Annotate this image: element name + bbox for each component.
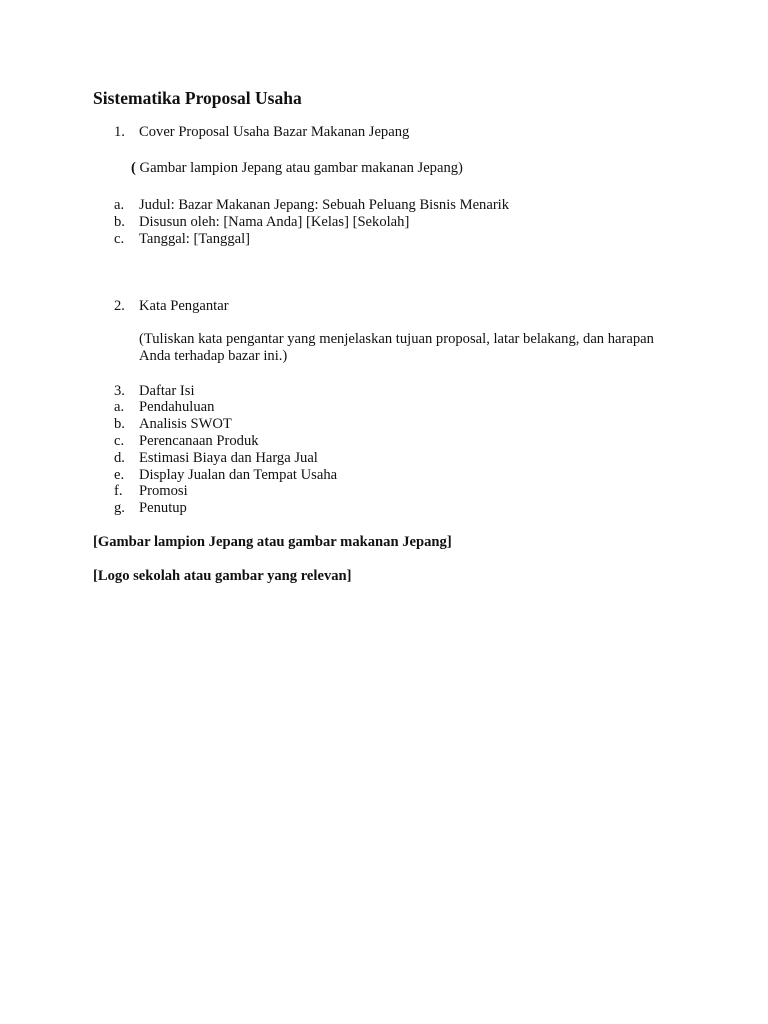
list-marker: a. <box>114 399 125 415</box>
list-marker: b. <box>114 416 125 432</box>
cover-image-note <box>131 160 463 177</box>
list-item-text: Pendahuluan <box>139 399 215 415</box>
document-title: Sistematika Proposal Usaha <box>93 88 302 108</box>
list-item-text: Tanggal: [Tanggal] <box>139 231 251 247</box>
list-marker: f. <box>114 483 123 499</box>
list-marker: e. <box>114 467 125 483</box>
section-1-label: Cover Proposal Usaha Bazar Makanan Jepang <box>139 124 410 140</box>
list-number: 1. <box>114 124 125 140</box>
list-marker: c. <box>114 231 125 247</box>
list-marker: c. <box>114 433 125 449</box>
list-item-text: Judul: Bazar Makanan Jepang: Sebuah Peluang Bisnis Menarik <box>139 197 510 213</box>
list-marker: d. <box>114 450 125 466</box>
list-item-text: Disusun oleh: [Nama Anda] [Kelas] [Sekolah] <box>139 214 410 230</box>
list-item-text: Estimasi Biaya dan Harga Jual <box>139 450 318 466</box>
image-placeholder-note: [Gambar lampion Jepang atau gambar makanan Jepang] <box>93 534 452 550</box>
list-marker: a. <box>114 197 125 213</box>
section-2-label: Kata Pengantar <box>139 298 229 314</box>
cover-image-note-text: Gambar lampion Jepang atau gambar makanan Jepang) <box>135 160 463 176</box>
foreword-paragraph: (Tuliskan kata pengantar yang menjelaskan tujuan proposal, latar belakang, dan harapan Anda terhadap bazar ini.) <box>139 331 654 364</box>
list-marker: g. <box>114 500 125 516</box>
open-paren: ( <box>131 160 136 176</box>
list-number: 2. <box>114 298 125 314</box>
section-3-label: Daftar Isi <box>139 383 195 399</box>
list-item-text: Promosi <box>139 483 188 499</box>
list-item-text: Perencanaan Produk <box>139 433 259 449</box>
list-number: 3. <box>114 383 125 399</box>
list-item-text: Analisis SWOT <box>139 416 232 432</box>
list-marker: b. <box>114 214 125 230</box>
list-item-text: Penutup <box>139 500 187 516</box>
list-item-text: Display Jualan dan Tempat Usaha <box>139 467 338 483</box>
logo-placeholder-note: [Logo sekolah atau gambar yang relevan] <box>93 568 352 584</box>
